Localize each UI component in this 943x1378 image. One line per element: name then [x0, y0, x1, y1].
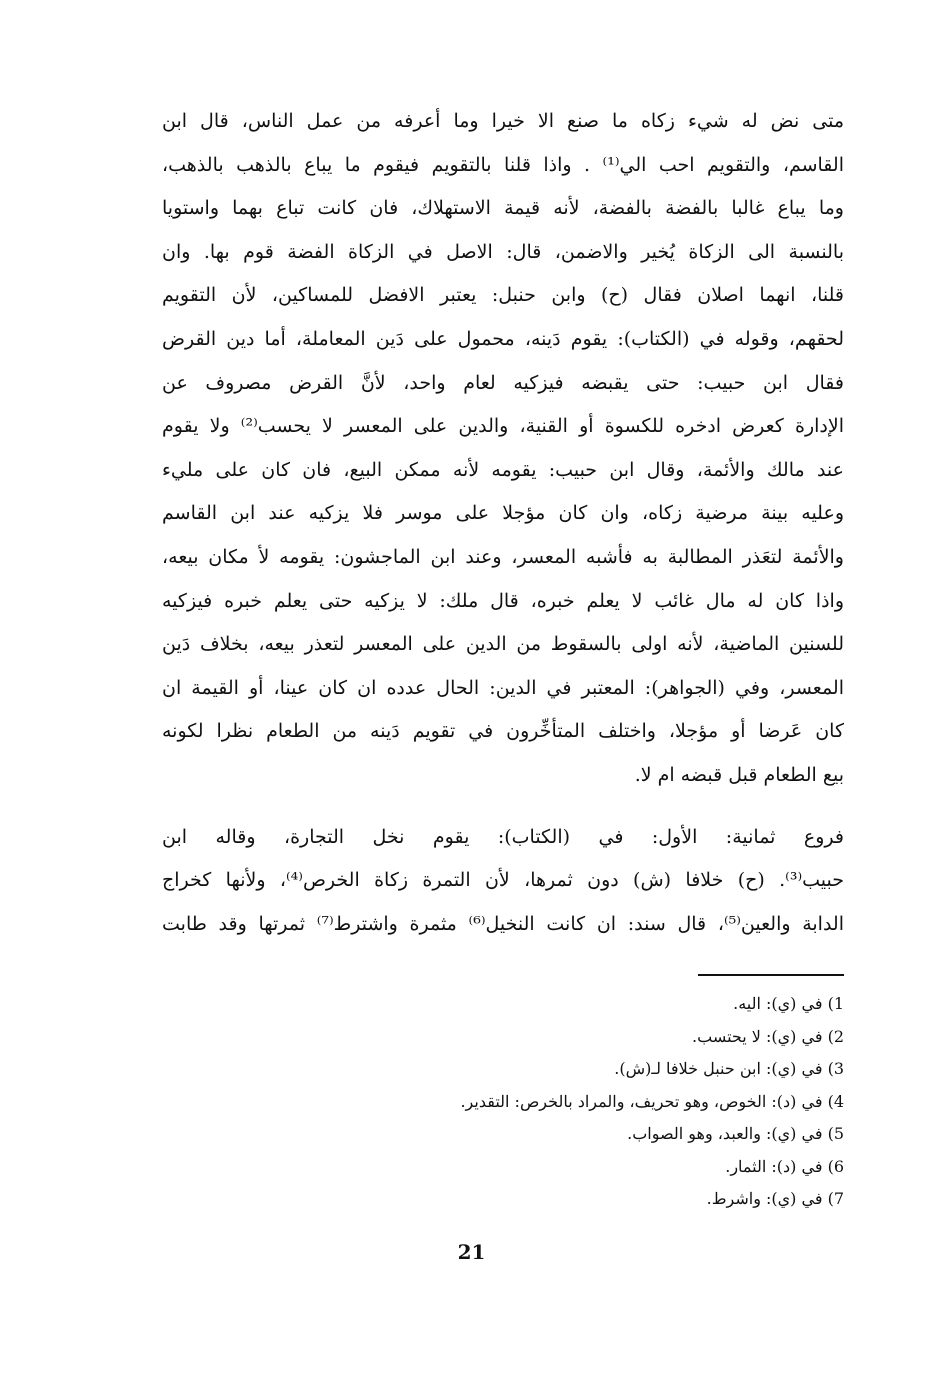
text-line: متى نض له شيء زكاه ما صنع الا خيرا وما أعرفه من عمل الناس، قال ابن	[162, 110, 844, 132]
paragraph-gap	[162, 798, 844, 816]
main-text	[162, 100, 844, 946]
text-line: بالنسبة الى الزكاة يُخير والاضمن، قال: الاصل في الزكاة الفضة قوم بها. وان	[162, 240, 844, 263]
footnote-separator	[698, 974, 844, 976]
text-line: لحقهم، وقوله في (الكتاب): يقوم دَينه، محمول على دَين المعاملة، أما دين القرض	[162, 327, 844, 350]
text-line: حبيب⁽³⁾. (ح) خلافا (ش) دون ثمرها، لأن التمرة زكاة الخرص⁽⁴⁾، ولأنها كخراج	[162, 869, 844, 892]
text-line: والأئمة لتعَذر المطالبة به فأشبه المعسر، وعند ابن الماجشون: يقومه لأ مكان بيعه،	[162, 545, 844, 568]
footnote: 6) في (د): الثمار.	[725, 1156, 844, 1176]
footnote: 7) في (ي): واشرط.	[706, 1189, 844, 1208]
text-line: قلنا، انهما اصلان فقال (ح) وابن حنبل: يعتبر الافضل للمساكين، لأن التقويم	[162, 284, 844, 307]
text-line: واذا كان له مال غائب لا يعلم خبره، قال ملك: لا يزكيه حتى يعلم خبره فيزكيه	[162, 589, 844, 612]
text-line: وعليه بينة مرضية زكاه، وان كان مؤجلا على موسر فلا يزكيه عند ابن القاسم	[162, 502, 844, 525]
text-line: كان عَرضا أو مؤجلا، واختلف المتأخِّرون في تقويم دَينه من الطعام نظرا لكونه	[162, 720, 844, 743]
text-line: للسنين الماضية، لأنه اولى بالسقوط من الدين على المعسر لتعذر بيعه، بخلاف دَين	[162, 633, 844, 656]
footnotes	[300, 988, 844, 1216]
text-line: وما يباع غالبا بالفضة بالفضة، لأنه قيمة الاستهلاك، فان كانت تباع بهما واستويا	[162, 197, 844, 220]
text-line: الإدارة كعرض ادخره للكسوة أو القنية، والدين على المعسر لا يحسب⁽²⁾ ولا يقوم	[162, 415, 844, 438]
text-line: عند مالك والأئمة، وقال ابن حبيب: يقومه لأنه ممكن البيع، فان كان على مليء	[162, 458, 844, 481]
footnote: 2) في (ي): لا يحتسب.	[692, 1026, 844, 1046]
text-line: بيع الطعام قبل قبضه ام لا.	[634, 763, 844, 786]
text-line: فروع ثمانية: الأول: في (الكتاب): يقوم نخل التجارة، وقاله ابن	[162, 825, 844, 848]
text-line: الدابة والعين⁽⁵⁾، قال سند: ان كانت النخيل⁽⁶⁾ مثمرة واشترط⁽⁷⁾ ثمرتها وقد طابت	[162, 912, 844, 935]
text-line: المعسر، وفي (الجواهر): المعتبر في الدين: الحال عدده ان كان عينا، أو القيمة ان	[162, 676, 844, 699]
page-number: 21	[457, 1240, 486, 1264]
text-line: فقال ابن حبيب: حتى يقبضه فيزكيه لعام واحد، لأنَّ القرض مصروف عن	[162, 371, 844, 394]
footnote: 3) في (ي): ابن حنبل خلافا لـ(ش).	[614, 1059, 844, 1078]
footnote: 1) في (ي): اليه.	[733, 994, 844, 1013]
footnote: 4) في (د): الخوص، وهو تحريف، والمراد بالخرص: التقدير.	[460, 1091, 844, 1111]
footnote: 5) في (ي): والعبد، وهو الصواب.	[627, 1124, 844, 1143]
text-line: القاسم، والتقويم احب الي⁽¹⁾ . واذا قلنا بالتقويم فيقوم ما يباع بالذهب بالذهب،	[162, 153, 844, 176]
